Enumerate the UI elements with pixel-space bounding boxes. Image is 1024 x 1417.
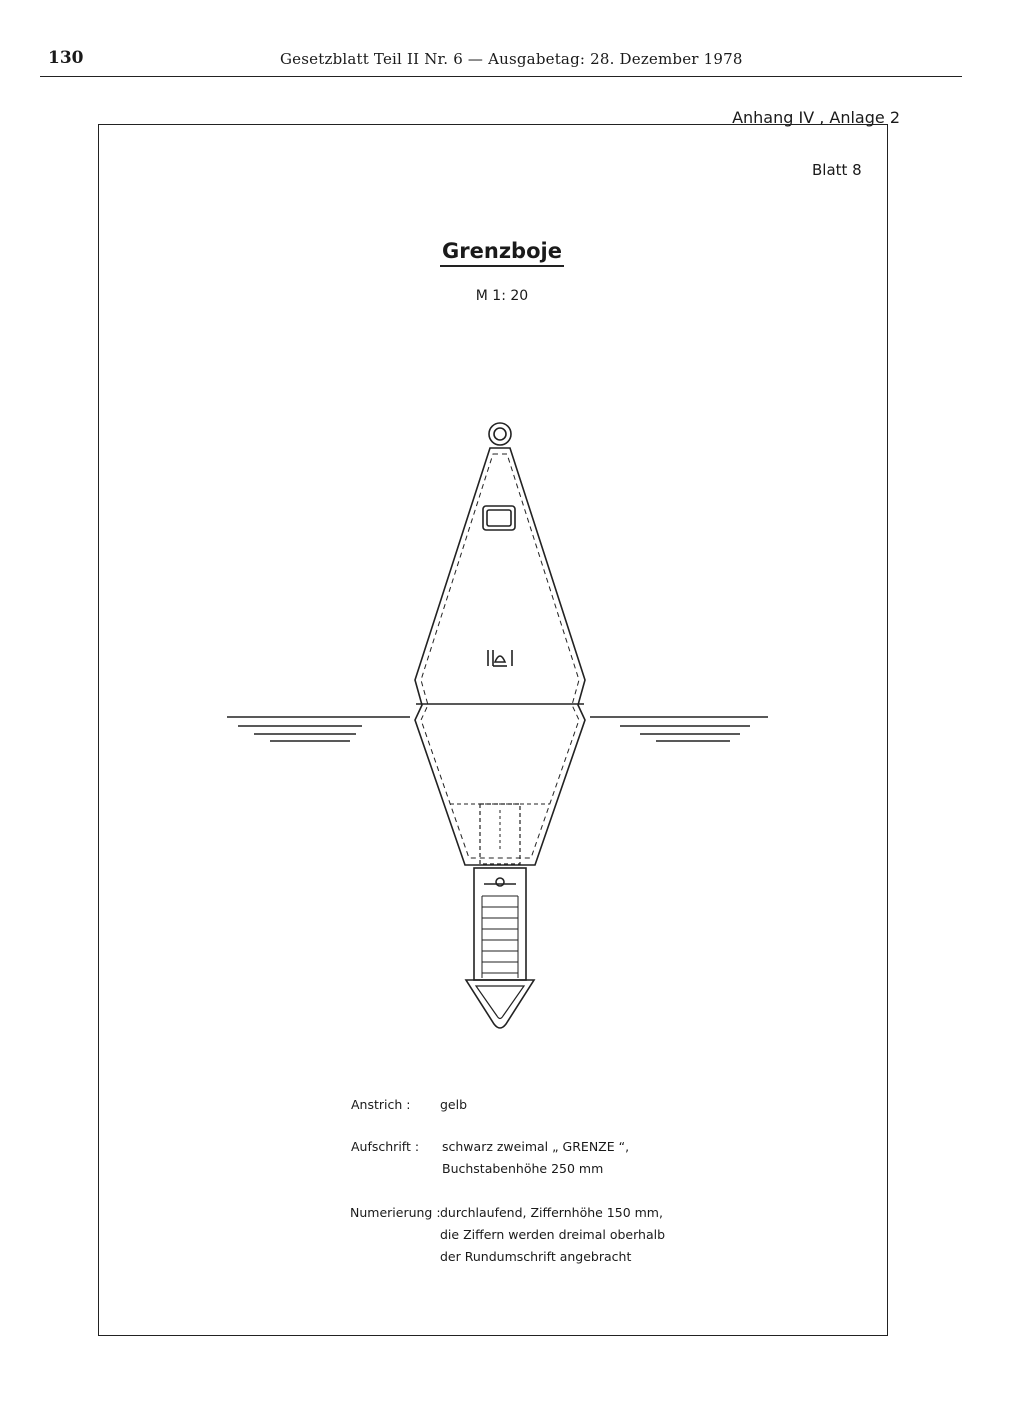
- drawing-scale: M 1: 20: [475, 288, 529, 304]
- page-header: [40, 46, 962, 77]
- spec-value-numbering: [440, 1202, 665, 1268]
- spec-line: schwarz zweimal „ GRENZE “,: [442, 1139, 630, 1154]
- running-head: Gesetzblatt Teil II Nr. 6 — Ausgabetag: 28. Dezember 1978: [280, 50, 743, 68]
- spec-line: gelb: [440, 1097, 468, 1112]
- spec-value-paint: [440, 1094, 467, 1116]
- sheet-label: Blatt 8: [812, 161, 862, 179]
- spec-line: der Rundumschrift angebracht: [440, 1249, 632, 1264]
- spec-label-paint: Anstrich :: [351, 1097, 411, 1112]
- lifting-ring: [489, 423, 511, 445]
- drawing-title: Grenzboje: [440, 239, 564, 267]
- spec-value-inscription: [442, 1136, 629, 1180]
- page-number: 130: [48, 48, 84, 68]
- spec-line: durchlaufend, Ziffernhöhe 150 mm,: [440, 1205, 663, 1220]
- annex-reference: Anhang IV , Anlage 2: [732, 108, 900, 127]
- buoy-drawing: [200, 410, 800, 1050]
- spec-line: Buchstabenhöhe 250 mm: [442, 1161, 604, 1176]
- spec-label-inscription: Aufschrift :: [351, 1139, 420, 1154]
- spec-line: die Ziffern werden dreimal oberhalb: [440, 1227, 666, 1242]
- spec-label-numbering: Numerierung :: [350, 1205, 441, 1220]
